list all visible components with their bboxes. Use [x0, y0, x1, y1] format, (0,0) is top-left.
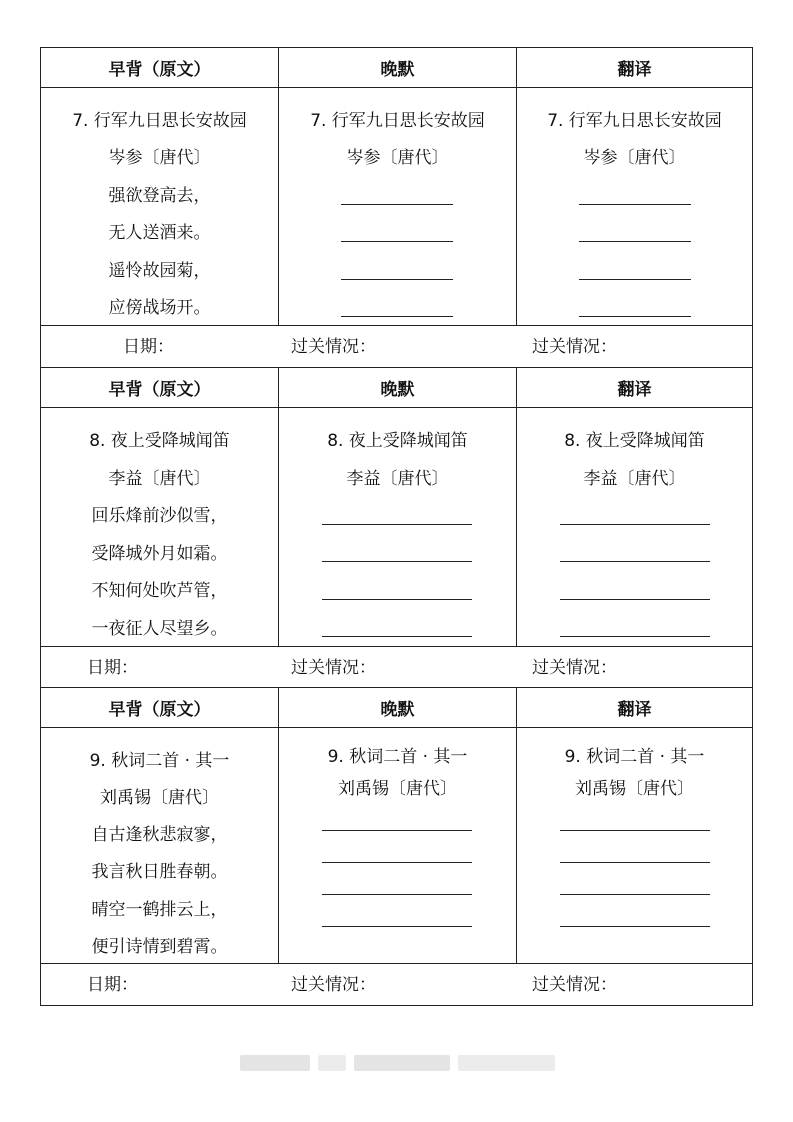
poem-line: 自古逢秋悲寂寥， — [91, 825, 228, 845]
content-row — [41, 408, 752, 647]
poem-block-9 — [40, 687, 753, 1006]
blank-line[interactable] — [322, 830, 472, 831]
poem-title: 8. 夜上受降城闻笛 — [89, 431, 230, 451]
blank-line[interactable] — [322, 862, 472, 863]
blank-line[interactable] — [579, 241, 691, 242]
pass-status-label: 过关情况： — [291, 975, 376, 995]
poem-title: 8. 夜上受降城闻笛 — [327, 431, 468, 451]
blank-line[interactable] — [341, 279, 453, 280]
header-dictation: 晚默 — [278, 48, 516, 87]
header-translation: 翻译 — [516, 688, 752, 727]
poem-title: 9. 秋词二首 · 其一 — [327, 747, 468, 767]
pass-status-label: 过关情况： — [291, 658, 376, 678]
original-column — [41, 408, 278, 646]
blank-line[interactable] — [560, 561, 710, 562]
poem-block-7 — [40, 47, 753, 367]
header-dictation: 晚默 — [278, 368, 516, 407]
footer-row — [41, 964, 752, 1005]
poem-author: 刘禹锡〔唐代〕 — [575, 779, 694, 799]
poem-line: 晴空一鹤排云上， — [91, 900, 228, 920]
content-row — [41, 88, 752, 326]
poem-author: 李益〔唐代〕 — [583, 469, 686, 489]
poem-title: 7. 行军九日思长安故园 — [547, 111, 722, 131]
pass-status-label: 过关情况： — [291, 337, 376, 357]
blank-line[interactable] — [560, 894, 710, 895]
translation-column — [516, 408, 752, 646]
poem-line: 应傍战场开。 — [108, 298, 211, 318]
blank-line[interactable] — [322, 561, 472, 562]
poem-title: 9. 秋词二首 · 其一 — [564, 747, 705, 767]
translation-column — [516, 728, 752, 963]
blank-line[interactable] — [341, 316, 453, 317]
blank-line[interactable] — [560, 636, 710, 637]
poem-line: 强欲登高去， — [108, 186, 211, 206]
original-column — [41, 728, 278, 963]
poem-block-8 — [40, 367, 753, 687]
blank-line[interactable] — [560, 524, 710, 525]
dictation-column — [278, 408, 516, 646]
blank-line[interactable] — [560, 599, 710, 600]
poem-title: 7. 行军九日思长安故园 — [310, 111, 485, 131]
header-original: 早背（原文） — [108, 380, 211, 400]
dictation-column — [278, 88, 516, 325]
poem-author: 刘禹锡〔唐代〕 — [100, 788, 219, 808]
blank-line[interactable] — [341, 241, 453, 242]
poem-author: 岑参〔唐代〕 — [108, 148, 211, 168]
poem-author: 李益〔唐代〕 — [346, 469, 449, 489]
poem-author: 李益〔唐代〕 — [108, 469, 211, 489]
blank-line[interactable] — [560, 830, 710, 831]
blank-line[interactable] — [322, 926, 472, 927]
original-column — [41, 88, 278, 325]
header-original: 早背（原文） — [108, 60, 211, 80]
blank-line[interactable] — [560, 926, 710, 927]
date-label: 日期： — [87, 658, 138, 678]
header-original: 早背（原文） — [108, 700, 211, 720]
poem-author: 岑参〔唐代〕 — [583, 148, 686, 168]
pass-status-label: 过关情况： — [532, 337, 617, 357]
blank-line[interactable] — [322, 524, 472, 525]
header-translation: 翻译 — [516, 368, 752, 407]
poem-line: 一夜征人尽望乡。 — [91, 619, 228, 639]
header-row — [41, 368, 752, 408]
header-dictation: 晚默 — [278, 688, 516, 727]
header-row — [41, 688, 752, 728]
poem-title: 9. 秋词二首 · 其一 — [89, 751, 230, 771]
date-label: 日期： — [123, 337, 174, 357]
poem-title: 8. 夜上受降城闻笛 — [564, 431, 705, 451]
blank-line[interactable] — [579, 316, 691, 317]
poem-line: 遥怜故园菊， — [108, 261, 211, 281]
footer-row — [41, 647, 752, 687]
header-translation: 翻译 — [516, 48, 752, 87]
poem-line: 受降城外月如霜。 — [91, 544, 228, 564]
blank-line[interactable] — [341, 204, 453, 205]
content-row — [41, 728, 752, 964]
poem-author: 刘禹锡〔唐代〕 — [338, 779, 457, 799]
blank-line[interactable] — [322, 636, 472, 637]
pass-status-label: 过关情况： — [532, 975, 617, 995]
blank-line[interactable] — [322, 599, 472, 600]
poem-author: 岑参〔唐代〕 — [346, 148, 449, 168]
poem-line: 无人送酒来。 — [108, 223, 211, 243]
poem-line: 不知何处吹芦管， — [91, 581, 228, 601]
poem-line: 我言秋日胜春朝。 — [91, 862, 228, 882]
blank-line[interactable] — [579, 204, 691, 205]
blank-line[interactable] — [560, 862, 710, 863]
recitation-sheet — [40, 47, 753, 1006]
pass-status-label: 过关情况： — [532, 658, 617, 678]
date-label: 日期： — [87, 975, 138, 995]
footer-row — [41, 326, 752, 367]
poem-line: 便引诗情到碧霄。 — [91, 937, 228, 957]
blank-line[interactable] — [579, 279, 691, 280]
poem-title: 7. 行军九日思长安故园 — [72, 111, 247, 131]
poem-line: 回乐烽前沙似雪， — [91, 506, 228, 526]
blank-line[interactable] — [322, 894, 472, 895]
dictation-column — [278, 728, 516, 963]
translation-column — [516, 88, 752, 325]
header-row — [41, 48, 752, 88]
